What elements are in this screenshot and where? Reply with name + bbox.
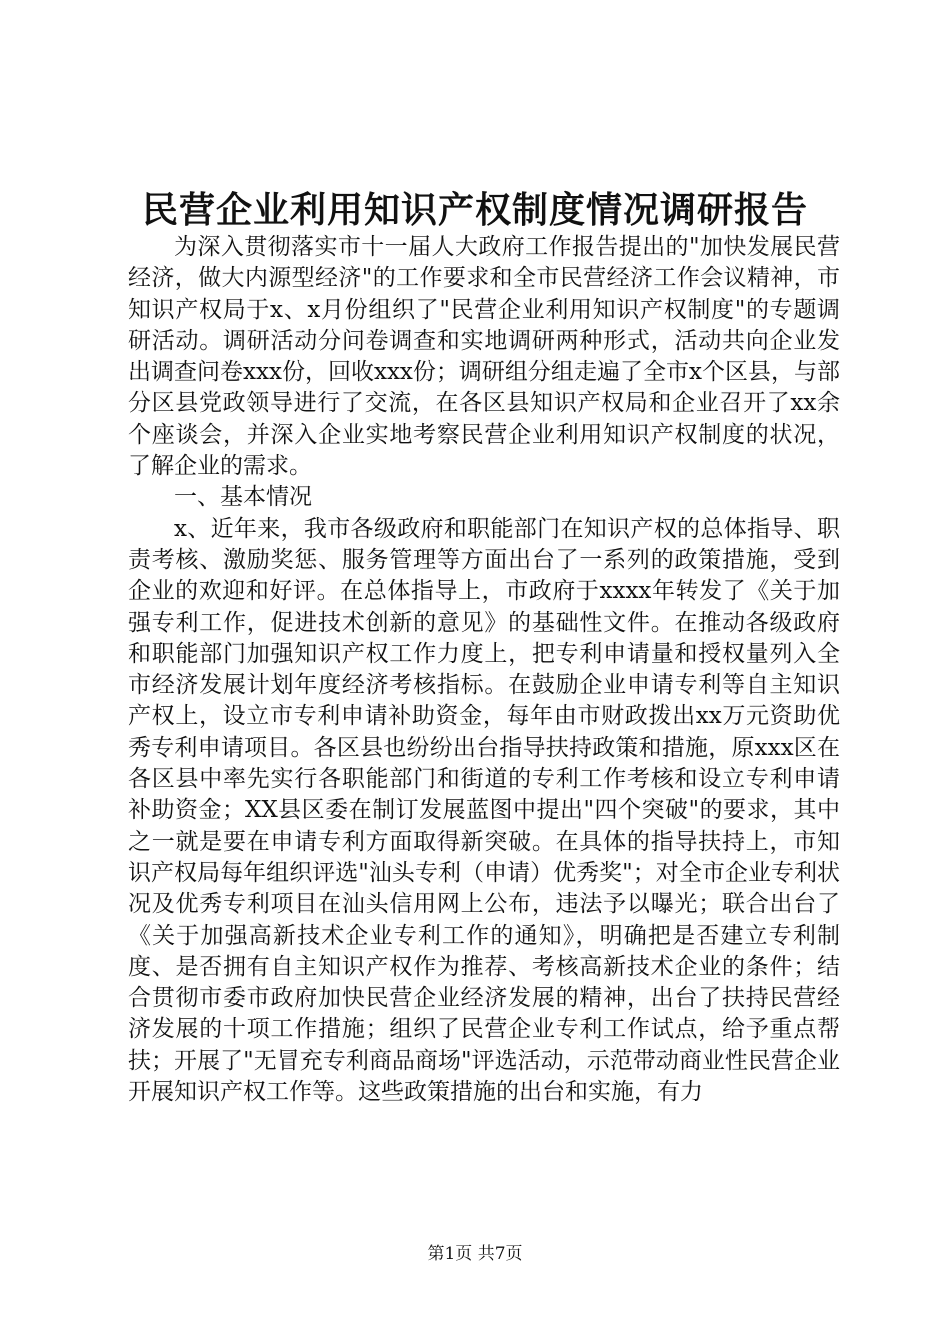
- paragraph-intro: 为深入贯彻落实市十一届人大政府工作报告提出的"加快发展民营经济，做大内源型经济"的工作要求和全市民营经济工作会议精神，市知识产权局于x、x月份组织了"民营企业利用知识产权制度"的专题调研活动。调研活动分问卷调查和实地调研两种形式，活动共向企业发出调查问卷xxx份，回收xxx份；调研组分组走遍了全市x个区县，与部分区县党政领导进行了交流，在各区县知识产权局和企业召开了xx余个座谈会，并深入企业实地考察民营企业利用知识产权制度的状况，了解企业的需求。: [128, 234, 840, 480]
- page-number-footer: 第1页 共7页: [427, 1244, 523, 1264]
- paragraph-basic-situation: x、近年来，我市各级政府和职能部门在知识产权的总体指导、职责考核、激励奖惩、服务管理等方面出台了一系列的政策措施，受到企业的欢迎和好评。在总体指导上，市政府于xxxx年转发了《关于加强专利工作，促进技术创新的意见》的基础性文件。在推动各级政府和职能部门加强知识产权工作力度上，把专利申请量和授权量列入全市经济发展计划年度经济考核指标。在鼓励企业申请专利等自主知识产权上，设立市专利申请补助资金，每年由市财政拨出xx万元资助优秀专利申请项目。各区县也纷纷出台指导扶持政策和措施，原xxx区在各区县中率先实行各职能部门和街道的专利工作考核和设立专利申请补助资金；XX县区委在制订发展蓝图中提出"四个突破"的要求，其中之一就是要在申请专利方面取得新突破。在具体的指导扶持上，市知识产权局每年组织评选"汕头专利（申请）优秀奖"；对全市企业专利状况及优秀专利项目在汕头信用网上公布，违法予以曝光；联合出台了《关于加强高新技术企业专利工作的通知》，明确把是否建立专利制度、是否拥有自主知识产权作为推荐、考核高新技术企业的条件；结合贯彻市委市政府加快民营企业经济发展的精神，出台了扶持民营经济发展的十项工作措施；组织了民营企业专利工作试点，给予重点帮扶；开展了"无冒充专利商品商场"评选活动，示范带动商业性民营企业开展知识产权工作等。这些政策措施的出台和实施，有力: [128, 515, 840, 1106]
- document-title: 民营企业利用知识产权制度情况调研报告: [141, 189, 808, 231]
- section-heading-basic-situation: 一、基本情况: [174, 484, 312, 511]
- document-body: [128, 232, 840, 1108]
